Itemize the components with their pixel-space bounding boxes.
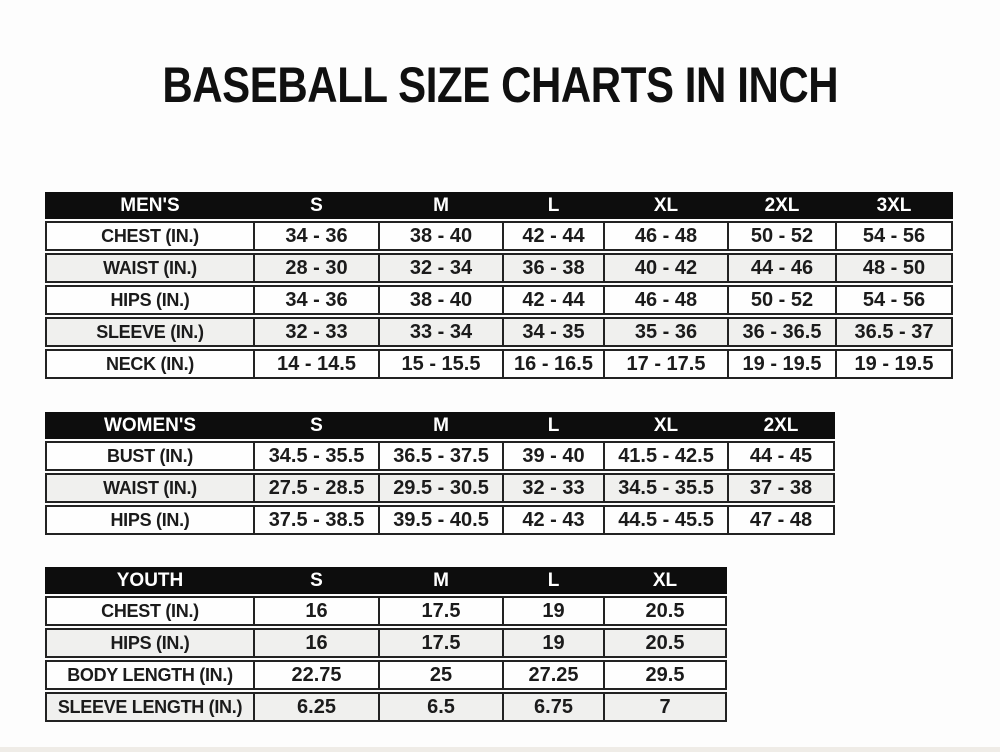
youth-group-header: YOUTH <box>45 567 253 594</box>
size-value-cell: 48 - 50 <box>835 253 953 283</box>
size-value-cell: 54 - 56 <box>835 285 953 315</box>
measurement-label-cell: NECK (IN.) <box>45 349 253 379</box>
size-value-cell: 32 - 33 <box>253 317 378 347</box>
youth-table-row <box>45 660 727 690</box>
youth-size-header: M <box>378 567 502 594</box>
mens-table-row <box>45 253 953 283</box>
mens-size-header: L <box>502 192 603 219</box>
size-value-cell: 38 - 40 <box>378 221 502 251</box>
womens-table-row <box>45 473 835 503</box>
size-value-cell: 6.75 <box>502 692 603 722</box>
size-value-cell: 28 - 30 <box>253 253 378 283</box>
size-value-cell: 47 - 48 <box>727 505 835 535</box>
youth-table-row <box>45 628 727 658</box>
size-value-cell: 34.5 - 35.5 <box>603 473 727 503</box>
size-value-cell: 33 - 34 <box>378 317 502 347</box>
size-value-cell: 36 - 36.5 <box>727 317 835 347</box>
scan-edge-artifact <box>0 747 1000 752</box>
measurement-label-cell: WAIST (IN.) <box>45 473 253 503</box>
size-value-cell: 20.5 <box>603 628 727 658</box>
size-value-cell: 32 - 34 <box>378 253 502 283</box>
size-value-cell: 42 - 44 <box>502 221 603 251</box>
size-value-cell: 29.5 <box>603 660 727 690</box>
size-value-cell: 7 <box>603 692 727 722</box>
measurement-label-cell: HIPS (IN.) <box>45 285 253 315</box>
youth-size-chart-table <box>45 565 727 724</box>
womens-table-row <box>45 505 835 535</box>
size-value-cell: 27.5 - 28.5 <box>253 473 378 503</box>
size-value-cell: 42 - 44 <box>502 285 603 315</box>
size-value-cell: 27.25 <box>502 660 603 690</box>
size-value-cell: 29.5 - 30.5 <box>378 473 502 503</box>
size-value-cell: 42 - 43 <box>502 505 603 535</box>
size-value-cell: 35 - 36 <box>603 317 727 347</box>
size-value-cell: 37.5 - 38.5 <box>253 505 378 535</box>
size-value-cell: 17.5 <box>378 628 502 658</box>
mens-size-chart-table <box>45 190 953 381</box>
measurement-label-cell: SLEEVE LENGTH (IN.) <box>45 692 253 722</box>
mens-table-row <box>45 317 953 347</box>
womens-size-header: 2XL <box>727 412 835 439</box>
mens-table-row <box>45 221 953 251</box>
size-value-cell: 34 - 36 <box>253 221 378 251</box>
mens-header-row <box>45 192 953 219</box>
size-value-cell: 38 - 40 <box>378 285 502 315</box>
womens-size-header: M <box>378 412 502 439</box>
measurement-label-cell: HIPS (IN.) <box>45 505 253 535</box>
mens-table-row <box>45 285 953 315</box>
measurement-label-cell: SLEEVE (IN.) <box>45 317 253 347</box>
size-value-cell: 19 - 19.5 <box>835 349 953 379</box>
size-value-cell: 46 - 48 <box>603 285 727 315</box>
mens-group-header: MEN'S <box>45 192 253 219</box>
size-value-cell: 16 <box>253 628 378 658</box>
tables-container <box>45 190 1000 724</box>
size-value-cell: 19 - 19.5 <box>727 349 835 379</box>
youth-table-row <box>45 692 727 722</box>
size-value-cell: 44 - 45 <box>727 441 835 471</box>
measurement-label-cell: HIPS (IN.) <box>45 628 253 658</box>
size-value-cell: 16 - 16.5 <box>502 349 603 379</box>
size-value-cell: 20.5 <box>603 596 727 626</box>
size-value-cell: 14 - 14.5 <box>253 349 378 379</box>
youth-size-header: XL <box>603 567 727 594</box>
size-value-cell: 39.5 - 40.5 <box>378 505 502 535</box>
size-value-cell: 15 - 15.5 <box>378 349 502 379</box>
mens-size-header: M <box>378 192 502 219</box>
womens-table-row <box>45 441 835 471</box>
size-value-cell: 50 - 52 <box>727 285 835 315</box>
measurement-label-cell: CHEST (IN.) <box>45 221 253 251</box>
measurement-label-cell: BODY LENGTH (IN.) <box>45 660 253 690</box>
page-title-text: BASEBALL SIZE CHARTS IN INCH <box>162 57 838 113</box>
mens-table-row <box>45 349 953 379</box>
youth-size-header: L <box>502 567 603 594</box>
size-value-cell: 37 - 38 <box>727 473 835 503</box>
womens-size-header: L <box>502 412 603 439</box>
size-value-cell: 44.5 - 45.5 <box>603 505 727 535</box>
size-value-cell: 34 - 36 <box>253 285 378 315</box>
size-value-cell: 44 - 46 <box>727 253 835 283</box>
size-value-cell: 22.75 <box>253 660 378 690</box>
womens-size-header: S <box>253 412 378 439</box>
womens-header-row <box>45 412 835 439</box>
size-value-cell: 19 <box>502 596 603 626</box>
size-value-cell: 6.25 <box>253 692 378 722</box>
size-value-cell: 17 - 17.5 <box>603 349 727 379</box>
youth-table-row <box>45 596 727 626</box>
womens-group-header: WOMEN'S <box>45 412 253 439</box>
womens-size-header: XL <box>603 412 727 439</box>
mens-size-header: 3XL <box>835 192 953 219</box>
size-value-cell: 17.5 <box>378 596 502 626</box>
page-title <box>0 0 1000 113</box>
size-value-cell: 16 <box>253 596 378 626</box>
size-value-cell: 32 - 33 <box>502 473 603 503</box>
mens-size-header: XL <box>603 192 727 219</box>
size-value-cell: 36.5 - 37 <box>835 317 953 347</box>
measurement-label-cell: CHEST (IN.) <box>45 596 253 626</box>
size-value-cell: 50 - 52 <box>727 221 835 251</box>
size-value-cell: 25 <box>378 660 502 690</box>
womens-size-chart-table <box>45 410 835 537</box>
size-value-cell: 40 - 42 <box>603 253 727 283</box>
size-value-cell: 54 - 56 <box>835 221 953 251</box>
size-value-cell: 34.5 - 35.5 <box>253 441 378 471</box>
size-value-cell: 36.5 - 37.5 <box>378 441 502 471</box>
mens-size-header: S <box>253 192 378 219</box>
size-value-cell: 39 - 40 <box>502 441 603 471</box>
size-value-cell: 46 - 48 <box>603 221 727 251</box>
size-value-cell: 19 <box>502 628 603 658</box>
size-value-cell: 41.5 - 42.5 <box>603 441 727 471</box>
size-value-cell: 34 - 35 <box>502 317 603 347</box>
youth-header-row <box>45 567 727 594</box>
size-value-cell: 6.5 <box>378 692 502 722</box>
size-value-cell: 36 - 38 <box>502 253 603 283</box>
measurement-label-cell: BUST (IN.) <box>45 441 253 471</box>
youth-size-header: S <box>253 567 378 594</box>
measurement-label-cell: WAIST (IN.) <box>45 253 253 283</box>
mens-size-header: 2XL <box>727 192 835 219</box>
